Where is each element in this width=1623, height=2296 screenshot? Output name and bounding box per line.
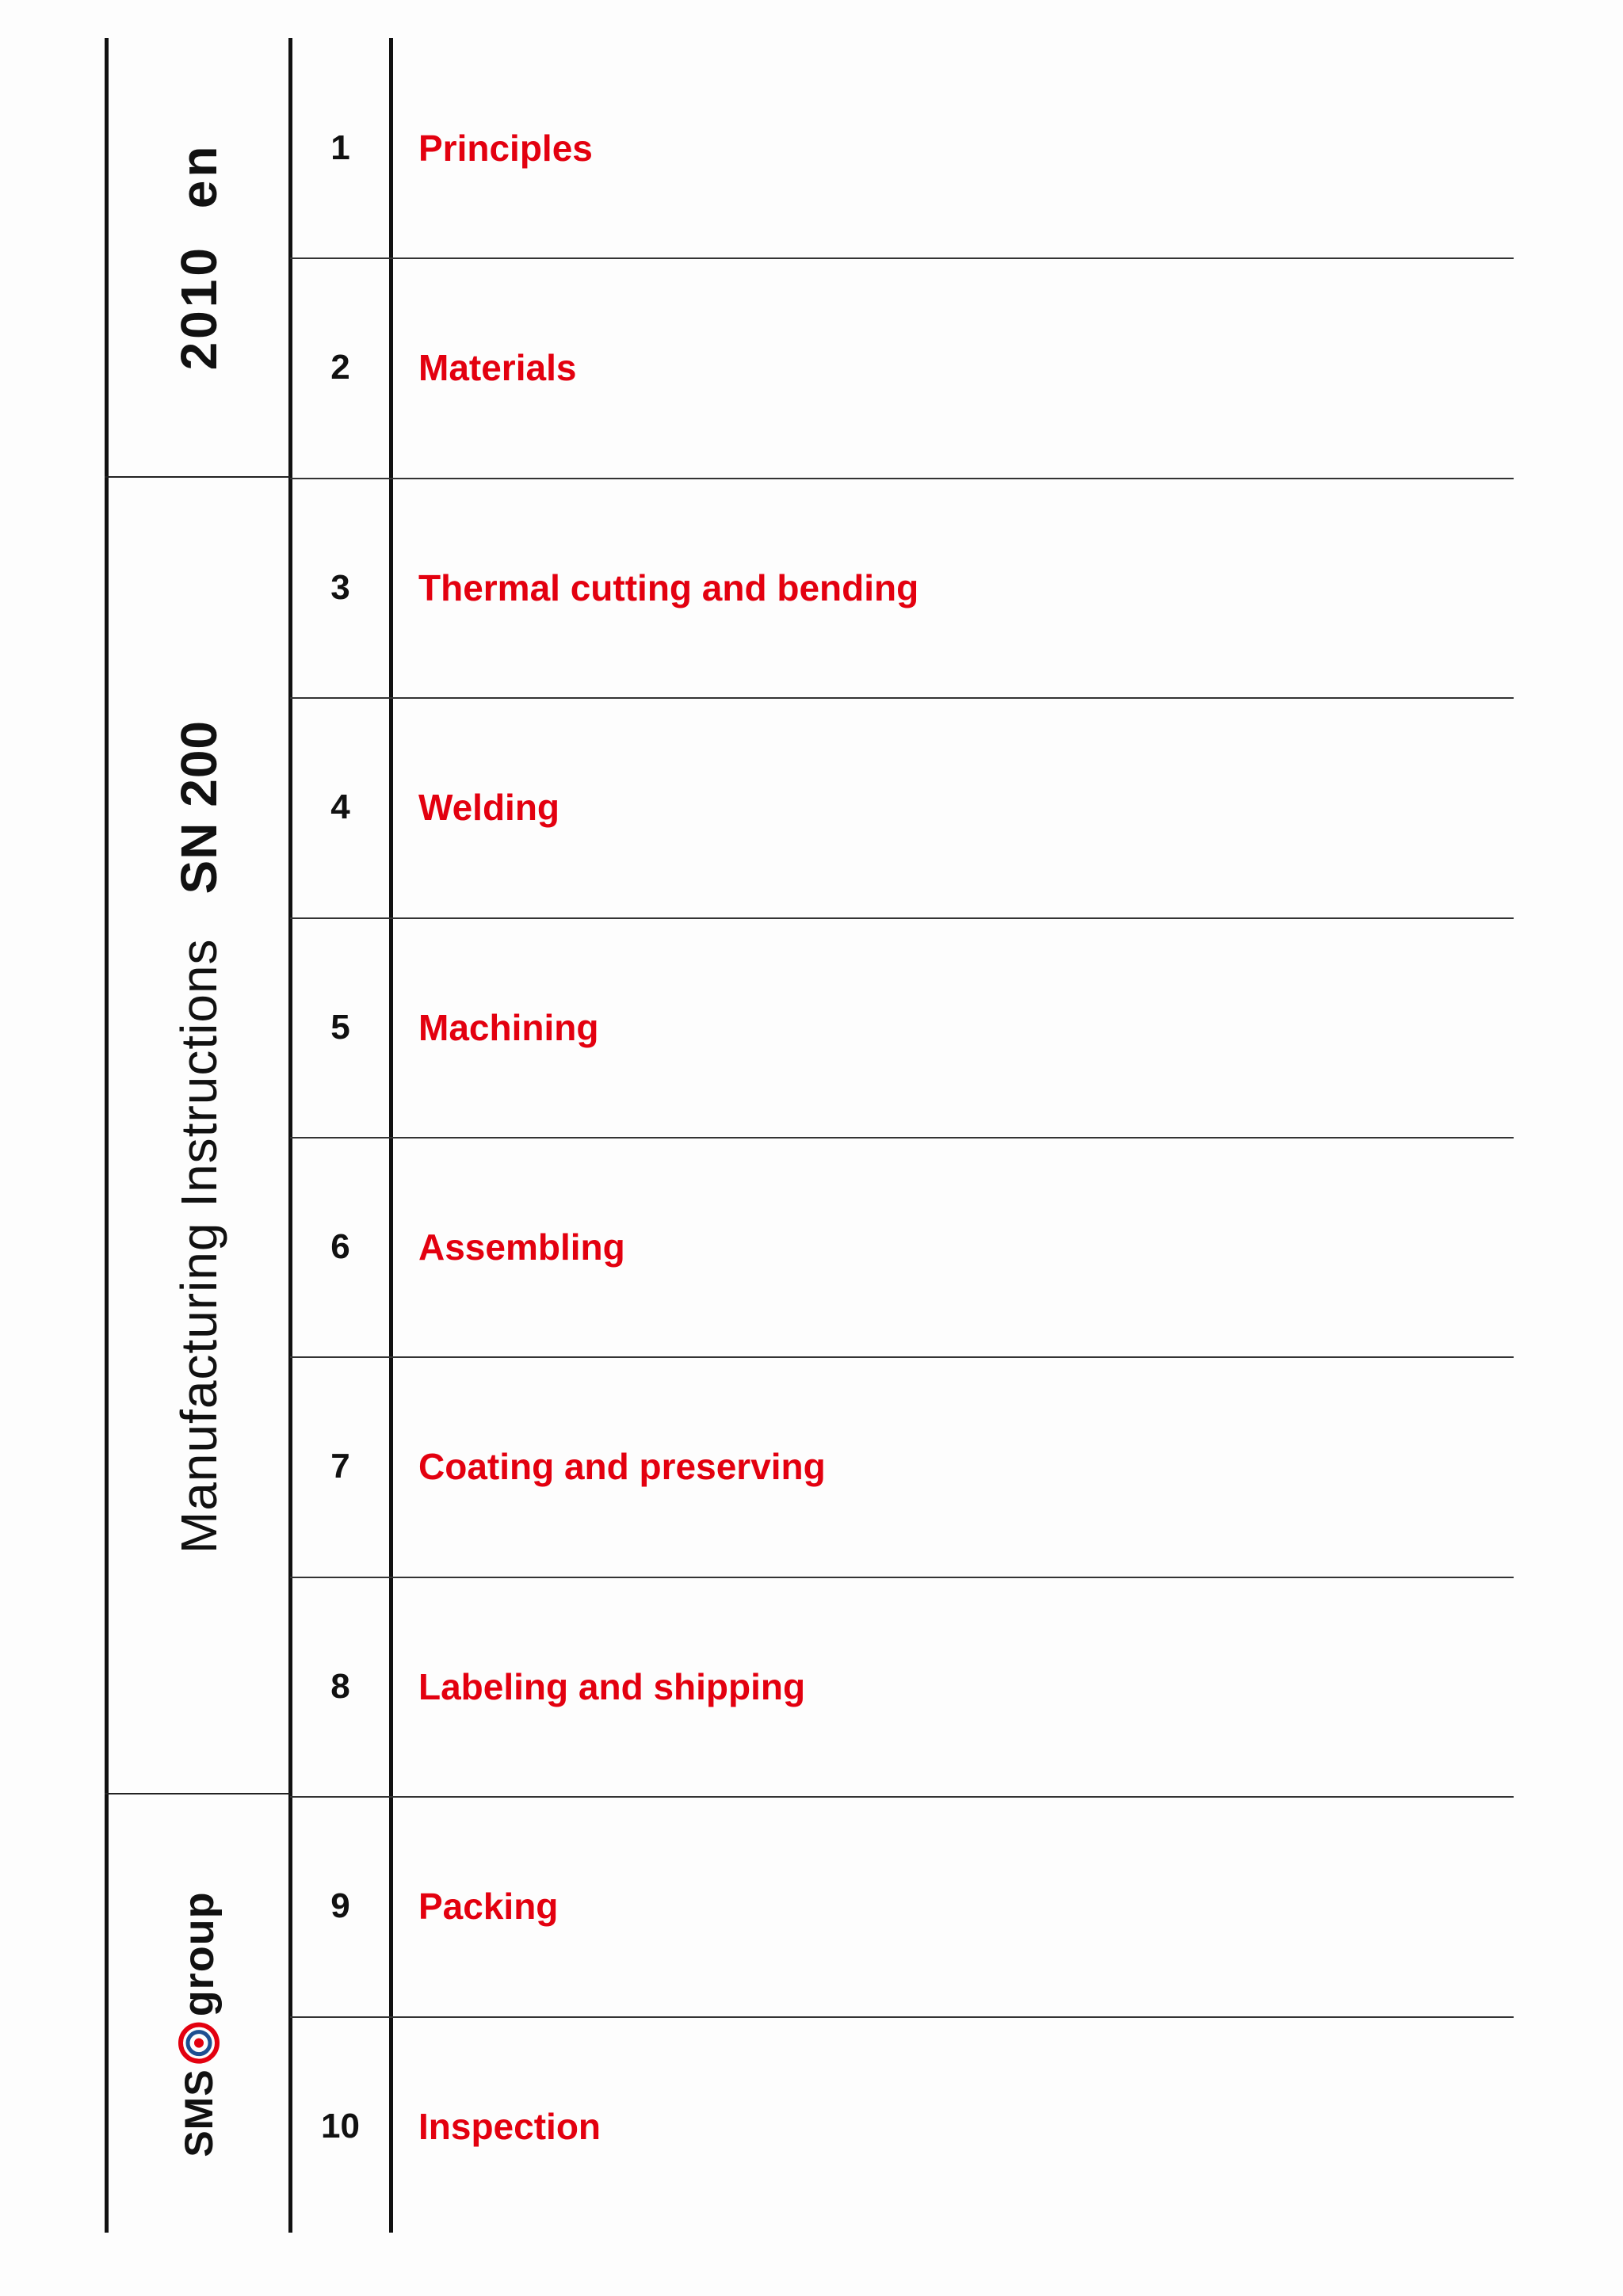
section-row[interactable]	[290, 2016, 1514, 2236]
section-number: 3	[330, 567, 350, 607]
document-title	[170, 720, 228, 1554]
document-code: SN 200	[170, 719, 227, 894]
sms-group-logo	[174, 1891, 223, 2157]
section-row[interactable]	[290, 917, 1514, 1137]
section-number: 4	[330, 787, 350, 826]
section-title[interactable]: Thermal cutting and bending	[418, 566, 919, 608]
section-row[interactable]	[290, 697, 1514, 917]
section-title[interactable]: Packing	[418, 1885, 559, 1927]
spine-divider	[105, 1793, 290, 1794]
section-title[interactable]: Inspection	[418, 2105, 601, 2147]
section-number: 9	[330, 1886, 350, 1925]
left-border-rule	[105, 38, 109, 2233]
section-row[interactable]	[290, 478, 1514, 697]
section-title[interactable]: Materials	[418, 346, 577, 388]
section-number: 2	[330, 347, 350, 387]
logo-text-sms: SMS	[177, 2069, 221, 2157]
section-row[interactable]	[290, 38, 1514, 257]
section-title[interactable]: Labeling and shipping	[418, 1665, 806, 1707]
section-number: 8	[330, 1666, 350, 1706]
section-title[interactable]: Assembling	[418, 1226, 625, 1268]
section-title[interactable]: Welding	[418, 786, 560, 828]
section-row[interactable]	[290, 257, 1514, 477]
spine-divider	[105, 476, 290, 478]
section-number: 5	[330, 1007, 350, 1047]
section-title[interactable]: Machining	[418, 1006, 599, 1048]
logo-text-group: group	[175, 1891, 223, 2017]
document-title-main: Manufacturing Instructions	[170, 938, 227, 1554]
section-title[interactable]: Principles	[418, 127, 593, 169]
logo-ring-icon	[178, 2021, 220, 2064]
section-number: 1	[330, 128, 350, 167]
section-number: 10	[321, 2106, 360, 2145]
section-row[interactable]	[290, 1356, 1514, 1576]
section-number: 6	[330, 1226, 350, 1266]
section-row[interactable]	[290, 1137, 1514, 1356]
section-row[interactable]	[290, 1796, 1514, 2016]
section-row[interactable]	[290, 1577, 1514, 1796]
section-title[interactable]: Coating and preserving	[418, 1445, 826, 1487]
section-number: 7	[330, 1446, 350, 1486]
edition-year-label: 2010 en	[170, 143, 227, 371]
